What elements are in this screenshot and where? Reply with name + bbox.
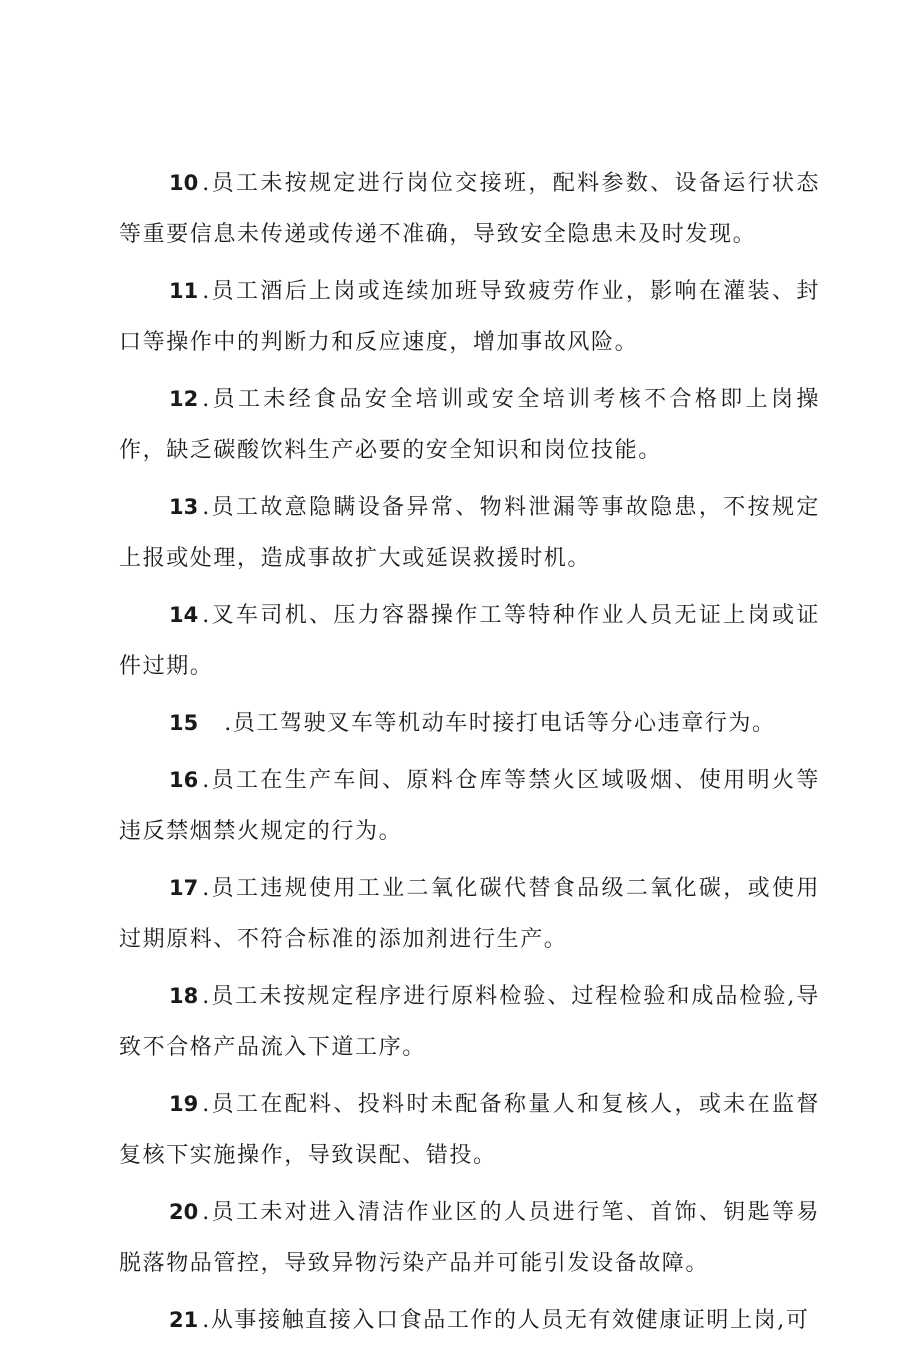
item-number: 15 xyxy=(169,711,199,735)
list-item xyxy=(119,863,820,965)
item-text: .员工在配料、投料时未配备称量人和复核人，或未在监督复核下实施操作，导致误配、错投。 xyxy=(119,1092,820,1168)
item-number: 13 xyxy=(169,495,199,519)
list-item xyxy=(119,266,820,368)
list-item xyxy=(119,374,820,476)
item-number: 16 xyxy=(169,768,199,792)
item-text: .员工在生产车间、原料仓库等禁火区域吸烟、使用明火等违反禁烟禁火规定的行为。 xyxy=(119,768,820,844)
item-number: 17 xyxy=(169,876,199,900)
item-number: 18 xyxy=(169,984,199,1008)
item-text: .员工驾驶叉车等机动车时接打电话等分心违章行为。 xyxy=(224,711,776,736)
item-number: 20 xyxy=(169,1200,199,1224)
list-item xyxy=(119,1295,820,1346)
item-text: .从事接触直接入口食品工作的人员无有效健康证明上岗,可 xyxy=(202,1308,810,1333)
list-item xyxy=(119,971,820,1073)
item-text: .员工未对进入清洁作业区的人员进行笔、首饰、钥匙等易脱落物品管控，导致异物污染产品并可能引发设备故障。 xyxy=(119,1200,820,1276)
item-number: 10 xyxy=(169,171,199,195)
list-item xyxy=(119,698,820,749)
list-item xyxy=(119,482,820,584)
list-item xyxy=(119,158,820,260)
list-item xyxy=(119,755,820,857)
list-item xyxy=(119,1079,820,1181)
item-number: 11 xyxy=(169,279,199,303)
item-text: .员工违规使用工业二氧化碳代替食品级二氧化碳，或使用过期原料、不符合标准的添加剂进行生产。 xyxy=(119,876,820,952)
item-number: 14 xyxy=(169,603,199,627)
item-text: .员工未经食品安全培训或安全培训考核不合格即上岗操作，缺乏碳酸饮料生产必要的安全知识和岗位技能。 xyxy=(119,387,820,463)
item-number: 12 xyxy=(169,387,199,411)
item-text: .员工未按规定进行岗位交接班，配料参数、设备运行状态等重要信息未传递或传递不准确，导致安全隐患未及时发现。 xyxy=(119,171,820,247)
item-text: .员工故意隐瞒设备异常、物料泄漏等事故隐患，不按规定上报或处理，造成事故扩大或延误救援时机。 xyxy=(119,495,820,571)
item-text: .员工未按规定程序进行原料检验、过程检验和成品检验,导致不合格产品流入下道工序。 xyxy=(119,984,820,1060)
item-text: .叉车司机、压力容器操作工等特种作业人员无证上岗或证件过期。 xyxy=(119,603,820,679)
item-text: .员工酒后上岗或连续加班导致疲劳作业，影响在灌装、封口等操作中的判断力和反应速度，增加事故风险。 xyxy=(119,279,820,355)
item-number: 21 xyxy=(169,1308,199,1332)
list-item xyxy=(119,590,820,692)
list-item xyxy=(119,1187,820,1289)
item-number: 19 xyxy=(169,1092,199,1116)
